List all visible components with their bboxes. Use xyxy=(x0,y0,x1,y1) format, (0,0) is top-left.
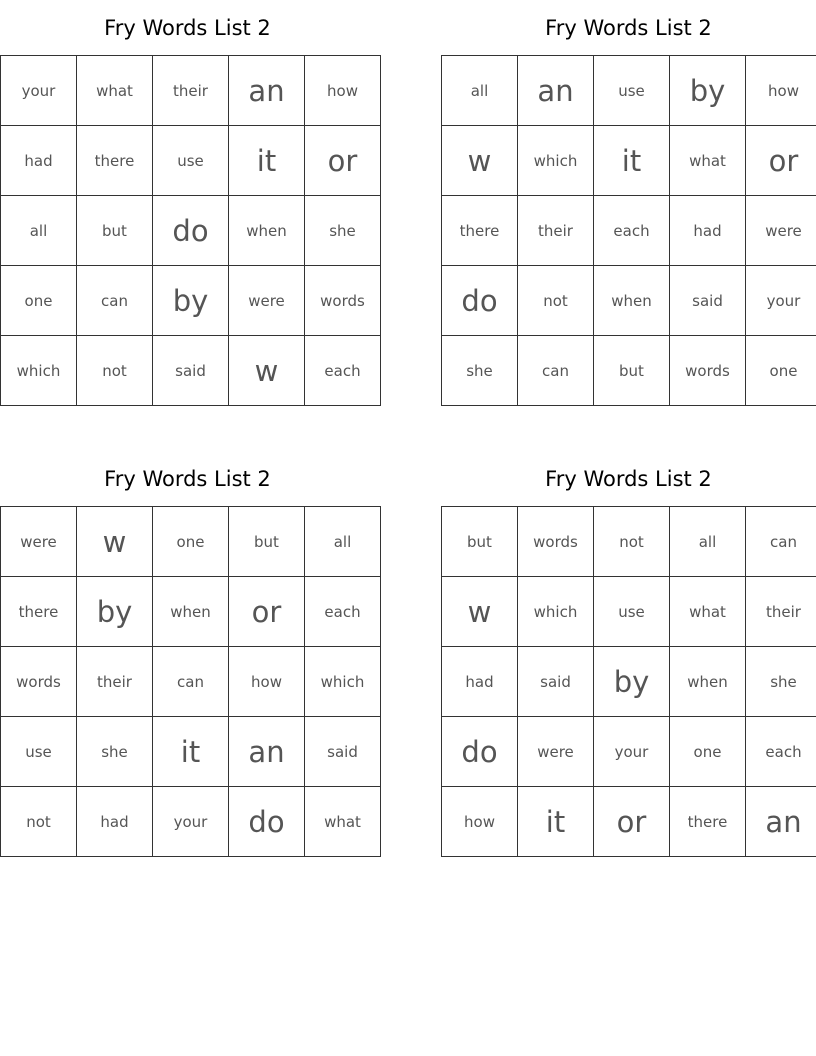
word-cell: use xyxy=(153,126,229,196)
table-row xyxy=(1,336,381,406)
word-cell: an xyxy=(518,56,594,126)
table-row xyxy=(1,196,381,266)
word-cell: all xyxy=(1,196,77,266)
word-cell: or xyxy=(594,787,670,857)
word-cell: by xyxy=(594,647,670,717)
word-cell: how xyxy=(305,56,381,126)
table-row xyxy=(442,56,816,126)
word-cell: your xyxy=(594,717,670,787)
table-row xyxy=(1,717,381,787)
word-cell: had xyxy=(77,787,153,857)
word-cell: their xyxy=(518,196,594,266)
word-cell: which xyxy=(1,336,77,406)
word-cell: your xyxy=(1,56,77,126)
table-row xyxy=(442,787,816,857)
word-cell: it xyxy=(229,126,305,196)
word-cell: use xyxy=(594,577,670,647)
word-cell: but xyxy=(77,196,153,266)
word-cell: how xyxy=(746,56,816,126)
word-cell: their xyxy=(77,647,153,717)
word-cell: w xyxy=(442,577,518,647)
word-cell: their xyxy=(153,56,229,126)
word-cell: not xyxy=(518,266,594,336)
word-cell: one xyxy=(670,717,746,787)
word-cell: there xyxy=(442,196,518,266)
word-cell: can xyxy=(518,336,594,406)
word-cell: by xyxy=(153,266,229,336)
table-row xyxy=(442,336,816,406)
word-cell: what xyxy=(305,787,381,857)
word-cell: said xyxy=(670,266,746,336)
word-cell: there xyxy=(77,126,153,196)
word-cell: which xyxy=(518,126,594,196)
word-grid xyxy=(441,55,816,406)
word-cell: can xyxy=(746,507,816,577)
table-row xyxy=(442,647,816,717)
table-row xyxy=(1,56,381,126)
table-row xyxy=(1,266,381,336)
word-cell: but xyxy=(229,507,305,577)
word-cell: one xyxy=(746,336,816,406)
word-cell: by xyxy=(77,577,153,647)
word-cell: how xyxy=(442,787,518,857)
word-cell: she xyxy=(77,717,153,787)
word-cell: said xyxy=(153,336,229,406)
word-cell: w xyxy=(442,126,518,196)
word-cell: which xyxy=(518,577,594,647)
word-cell: words xyxy=(518,507,594,577)
word-cell: words xyxy=(670,336,746,406)
word-cell: had xyxy=(670,196,746,266)
word-cell: your xyxy=(746,266,816,336)
table-row xyxy=(442,717,816,787)
word-cell: not xyxy=(594,507,670,577)
word-cell: all xyxy=(305,507,381,577)
table-row xyxy=(442,577,816,647)
word-cell: which xyxy=(305,647,381,717)
word-cell: said xyxy=(518,647,594,717)
word-cell: each xyxy=(305,336,381,406)
table-row xyxy=(1,647,381,717)
word-cell: it xyxy=(153,717,229,787)
word-cell: when xyxy=(670,647,746,717)
word-cell: or xyxy=(229,577,305,647)
word-cell: were xyxy=(1,507,77,577)
word-cell: your xyxy=(153,787,229,857)
word-cell: do xyxy=(442,717,518,787)
word-cell: it xyxy=(518,787,594,857)
word-cell: w xyxy=(77,507,153,577)
word-cell: but xyxy=(442,507,518,577)
word-cell: do xyxy=(153,196,229,266)
word-cell: or xyxy=(746,126,816,196)
word-cell: said xyxy=(305,717,381,787)
word-cell: but xyxy=(594,336,670,406)
word-cell: had xyxy=(1,126,77,196)
word-cell: an xyxy=(229,717,305,787)
card-title: Fry Words List 2 xyxy=(104,16,271,40)
word-cell: she xyxy=(442,336,518,406)
word-cell: had xyxy=(442,647,518,717)
word-cell: it xyxy=(594,126,670,196)
table-row xyxy=(442,126,816,196)
word-cell: what xyxy=(670,577,746,647)
word-cell: each xyxy=(305,577,381,647)
word-cell: there xyxy=(1,577,77,647)
word-cell: she xyxy=(746,647,816,717)
word-cell: there xyxy=(670,787,746,857)
word-cell: one xyxy=(1,266,77,336)
word-cell: words xyxy=(1,647,77,717)
word-cell: all xyxy=(670,507,746,577)
word-cell: by xyxy=(670,56,746,126)
word-cell: their xyxy=(746,577,816,647)
word-cell: she xyxy=(305,196,381,266)
word-cell: each xyxy=(594,196,670,266)
table-row xyxy=(442,196,816,266)
word-cell: when xyxy=(229,196,305,266)
word-cell: not xyxy=(1,787,77,857)
word-cell: can xyxy=(77,266,153,336)
word-grid xyxy=(0,506,381,857)
word-cell: how xyxy=(229,647,305,717)
word-cell: or xyxy=(305,126,381,196)
table-row xyxy=(1,126,381,196)
word-cell: an xyxy=(229,56,305,126)
word-cell: what xyxy=(670,126,746,196)
word-cell: all xyxy=(442,56,518,126)
word-cell: do xyxy=(229,787,305,857)
word-cell: use xyxy=(594,56,670,126)
word-cell: not xyxy=(77,336,153,406)
word-cell: one xyxy=(153,507,229,577)
table-row xyxy=(1,787,381,857)
word-cell: use xyxy=(1,717,77,787)
card-title: Fry Words List 2 xyxy=(545,16,712,40)
card-title: Fry Words List 2 xyxy=(104,467,271,491)
card-title: Fry Words List 2 xyxy=(545,467,712,491)
word-cell: can xyxy=(153,647,229,717)
word-cell: what xyxy=(77,56,153,126)
table-row xyxy=(1,577,381,647)
word-cell: an xyxy=(746,787,816,857)
word-cell: w xyxy=(229,336,305,406)
word-cell: when xyxy=(594,266,670,336)
word-cell: each xyxy=(746,717,816,787)
word-cell: do xyxy=(442,266,518,336)
word-cell: words xyxy=(305,266,381,336)
table-row xyxy=(1,507,381,577)
word-cell: were xyxy=(229,266,305,336)
word-cell: were xyxy=(518,717,594,787)
word-grid xyxy=(0,55,381,406)
word-grid xyxy=(441,506,816,857)
word-cell: were xyxy=(746,196,816,266)
table-row xyxy=(442,266,816,336)
table-row xyxy=(442,507,816,577)
word-cell: when xyxy=(153,577,229,647)
